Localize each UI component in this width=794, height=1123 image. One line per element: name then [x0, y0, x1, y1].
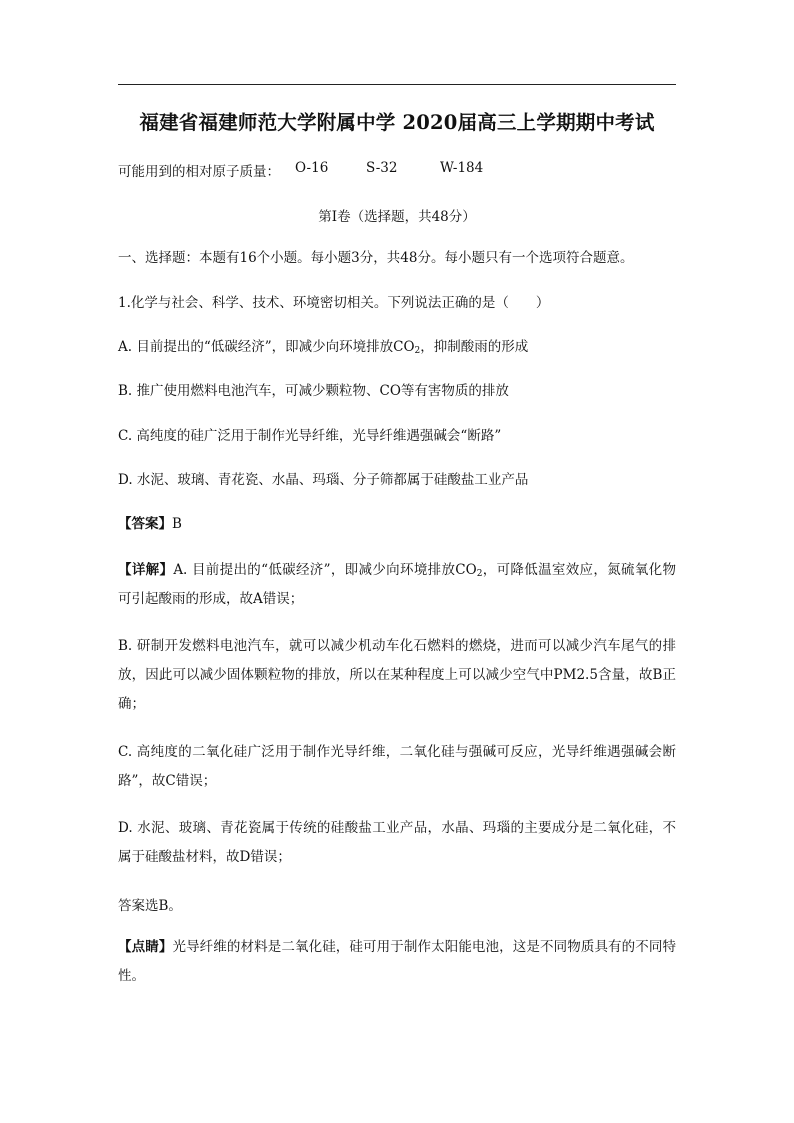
atomic-mass-o: O-16	[295, 160, 329, 176]
comment-label: 【点睛】	[118, 939, 173, 955]
explanation-a-subscript: 2	[476, 569, 483, 579]
question-stem: 1.化学与社会、科学、技术、环境密切相关。下列说法正确的是（ ）	[118, 295, 550, 311]
option-b: B. 推广使用燃料电池汽车，可减少颗粒物、CO等有害物质的排放	[118, 383, 509, 399]
instruction: 一、选择题：本题有16个小题。每小题3分，共48分。每小题只有一个选项符合题意。	[118, 250, 634, 266]
atomic-mass-w: W-184	[440, 160, 484, 176]
option-a-text: A. 目前提出的“低碳经济”，即减少向环境排放CO	[118, 339, 415, 355]
atomic-mass-s: S-32	[366, 160, 398, 176]
explanation-label: 【详解】	[118, 562, 174, 578]
comment	[118, 933, 676, 991]
explanation-a-text: A. 目前提出的“低碳经济”，即减少向环境排放CO	[173, 562, 477, 578]
explanation-a-text-end: ，可降低温室效应，氮硫氧化物可引起酸雨的形成，故A错误；	[118, 562, 677, 607]
explanation-a	[118, 556, 676, 614]
answer-value: B	[172, 516, 182, 532]
answer	[118, 515, 678, 533]
section-heading: 第Ⅰ卷（选择题，共48分）	[318, 209, 476, 225]
explanation-d: D. 水泥、玻璃、青花瓷属于传统的硅酸盐工业产品，水晶、玛瑙的主要成分是二氧化硅，不属于硅酸盐材料，故D错误；	[118, 820, 676, 865]
top-rule	[118, 84, 676, 85]
option-c: C. 高纯度的硅广泛用于制作光导纤维，光导纤维遇强碱会“断路”	[118, 428, 502, 444]
explanation-b: B. 研制开发燃料电池汽车，就可以减少机动车化石燃料的燃烧，进而可以减少汽车尾气的排放，因此可以减少固体颗粒物的排放，所以在某种程度上可以减少空气中PM2.5含量，故B正确；	[118, 638, 676, 712]
option-a	[118, 338, 678, 356]
explanation-c: C. 高纯度的二氧化硅广泛用于制作光导纤维，二氧化硅与强碱可反应，光导纤维遇强碱会断路”，故C错误；	[118, 744, 676, 789]
explanation-conclusion: 答案选B。	[118, 898, 182, 914]
comment-text: 光导纤维的材料是二氧化硅，硅可用于制作太阳能电池，这是不同物质具有的不同特性。	[118, 939, 677, 984]
option-a-subscript: 2	[414, 346, 421, 356]
atomic-masses-label: 可能用到的相对原子质量：	[118, 164, 280, 180]
page-title: 福建省福建师范大学附属中学 2020届高三上学期期中考试	[139, 111, 655, 134]
option-a-text-end: ，抑制酸雨的形成	[420, 339, 529, 355]
answer-label: 【答案】	[118, 516, 172, 532]
option-d: D. 水泥、玻璃、青花瓷、水晶、玛瑙、分子筛都属于硅酸盐工业产品	[118, 472, 529, 488]
